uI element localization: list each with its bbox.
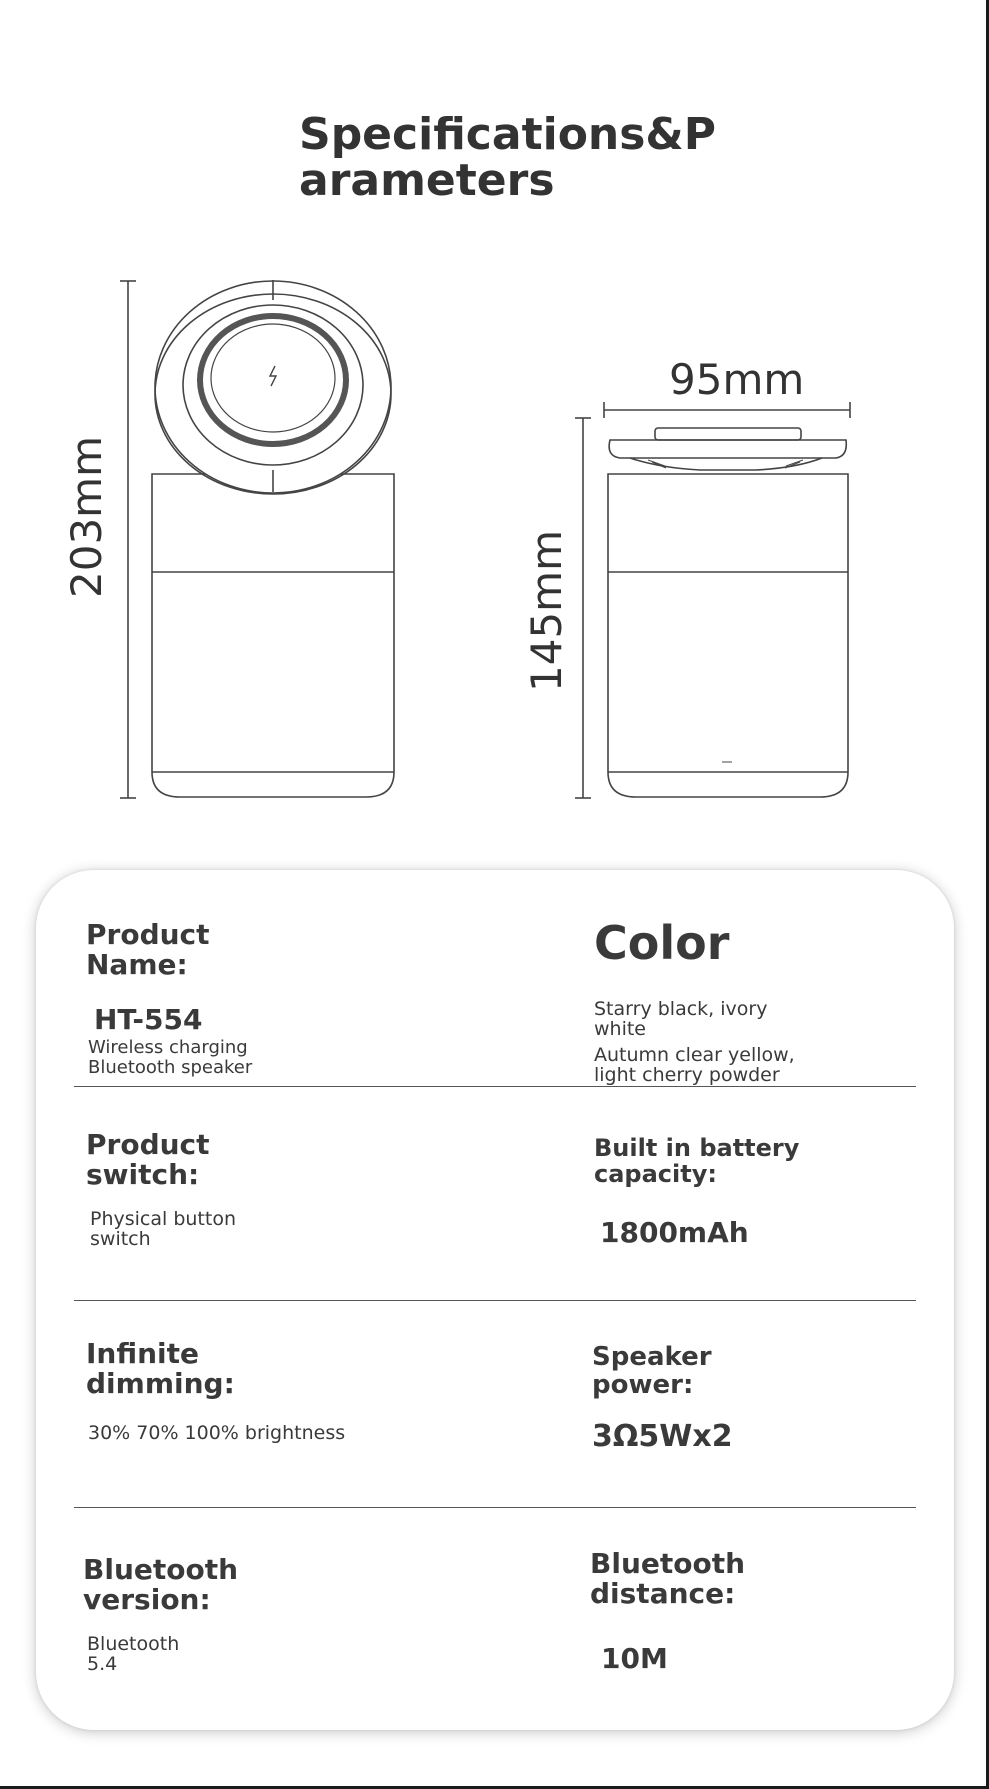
bt-distance-label: Bluetooth distance: (590, 1547, 746, 1610)
power-value: 3Ω5Wx2 (592, 1419, 733, 1454)
width-label: 95mm (669, 355, 805, 404)
product-dimension-drawing (0, 240, 989, 810)
switch-label: Product switch: (86, 1128, 210, 1191)
total-height-label: 203mm (62, 436, 111, 598)
product-name-label: Product Name: (86, 918, 210, 981)
front-view-drawing (0, 240, 989, 810)
bt-distance-value: 10M (601, 1642, 668, 1675)
row-divider (74, 1086, 916, 1087)
color-line2: Autumn clear yellow, light cherry powder (594, 1044, 795, 1086)
bt-version-label: Bluetooth version: (83, 1553, 239, 1616)
color-line1: Starry black, ivory white (594, 998, 768, 1040)
product-desc-line2: Bluetooth speaker (88, 1057, 253, 1078)
dimming-value: 30% 70% 100% brightness (88, 1422, 346, 1444)
bt-version-value: Bluetooth 5.4 (87, 1633, 180, 1675)
power-label: Speaker power: (592, 1342, 712, 1400)
body-height-label: 145mm (522, 530, 571, 692)
row-divider (74, 1507, 916, 1508)
product-model: HT-554 (94, 1003, 203, 1036)
battery-label: Built in battery capacity: (594, 1134, 800, 1188)
page-title: Specifications&Parameters (299, 109, 717, 206)
battery-value: 1800mAh (600, 1216, 749, 1249)
spec-card (36, 870, 954, 1730)
product-desc-line1: Wireless charging (88, 1037, 248, 1058)
color-label: Color (594, 916, 730, 970)
switch-value: Physical button switch (90, 1208, 236, 1250)
row-divider (74, 1300, 916, 1301)
dimming-label: Infinite dimming: (86, 1337, 235, 1400)
